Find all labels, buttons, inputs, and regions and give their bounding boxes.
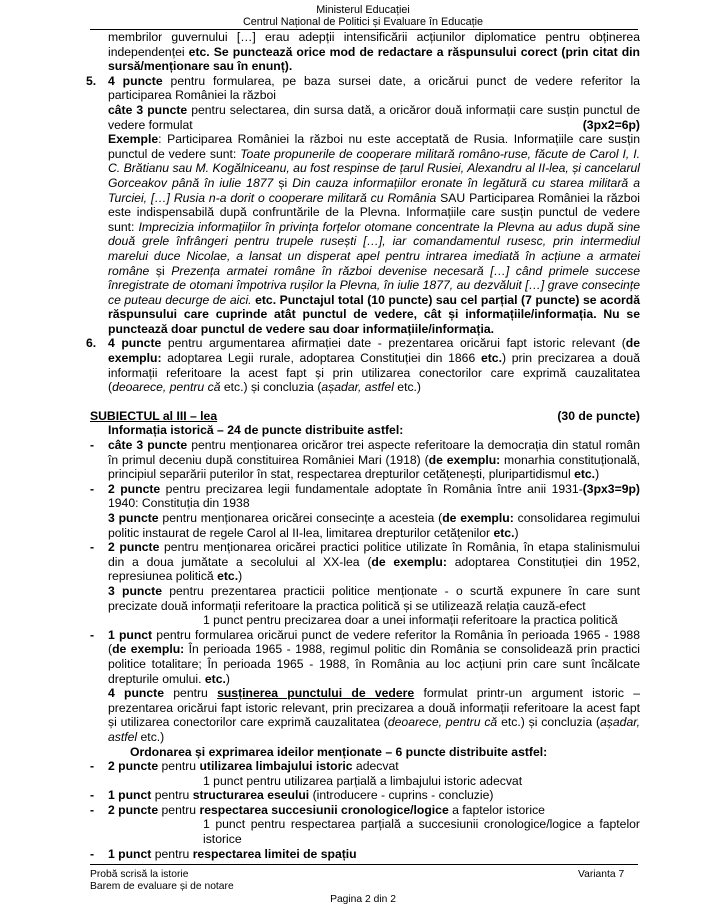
header-center: Centrul Național de Politici și Evaluare în Educație bbox=[242, 16, 484, 28]
main-content bbox=[86, 30, 641, 861]
section-title: SUBIECTUL al III – lea bbox=[90, 408, 218, 423]
bullet-item: - 1 punct pentru respectarea limitei de spațiu bbox=[90, 846, 357, 861]
subsection-heading: Informația istorică – 24 de puncte distribuite astfel: bbox=[108, 423, 404, 438]
item-number: 6. bbox=[86, 336, 97, 351]
bullet-item: - 2 puncte pentru menționarea oricărei practici politice utilizate în România, în etapa stalinismului din a doua jumătate a secolului al XX-lea (de exemplu: adoptarea Constituției din 1952, represiunea politică etc.) 3 puncte pentru prezentarea practicii politice menționate - o scurtă expunere în care sunt precizate două informații referitoare la practica politică și se utilizează relația cauză-efect 1 punct pentru precizarea doar a unei informații referitoare la practica politică bbox=[90, 540, 640, 628]
score-formula: (3px2=6p) bbox=[582, 117, 640, 132]
bullet-item: - 2 puncte pentru precizarea legii fundamentale adoptate în România între anii 1931-1940: Constituția din 1938 3 puncte pentru menționarea oricărei consecințe a acesteia (de exemplu: consolidarea regimului politic instaurat de regele Carol al II-lea, limitarea drepturilor cetățenilor etc.) bbox=[90, 481, 641, 540]
page-number: Pagina 2 din 2 bbox=[330, 894, 396, 905]
item-number: 5. bbox=[86, 73, 97, 88]
bullet-item: - 1 punct pentru formularea oricărui punct de vedere referitor la România în perioada 1965 - 1988 (de exemplu: În perioada 1965 - 1988, regimul politic din România se consolidează prin practici politice totalitare; În perioada 1965 - 1988, în România au loc acțiuni prin care sunt încălcate drepturile omului. etc.) 4 puncte pentru susținerea punctului de vedere formulat printr-un argument istoric – prezentarea oricărui fapt istoric relevant, prin precizarea a două informații referitoare la acest fapt și utilizarea conectorilor care exprimă cauzalitatea (deoarece, pentru că etc.) și concluzia (așadar, astfel etc.) bbox=[90, 627, 640, 744]
section-heading bbox=[90, 409, 640, 424]
bullet-item: - 2 puncte pentru respectarea succesiunii cronologice/logice a faptelor istorice 1 punct pentru respectarea parțială a succesiunii cronologice/logice a faptelor istorice bbox=[90, 802, 640, 847]
item-5: 5. 4 puncte pentru formularea, pe baza sursei date, a oricărui punct de vedere referitor la participarea României la război câte 3 puncte pentru selectarea, din sursa dată, a oricăror două informații care susțin punctul de vedere formulat (3px2=6p) Exemple: Participarea României la război nu este acceptată de Rusia. Informațiile care susțin punctul de vedere sunt: Toate propunerile de cooperare militară româno-ruse, făcute de Carol I, I. C. Brătianu sau M. Kogălniceanu, au fost respinse de țarul Rusiei, Alexandru al II-lea, și cancelarul Gorceakov până în iulie 1877 și Din cauza informațiilor eronate în legătură cu starea militară a Turciei, […] Rusia n-a dorit o cooperare militară cu România SAU Participarea României la război este indispensabilă după confruntările de la Plevna. Informațiile care susțin punctul de vedere sunt: Imprecizia informațiilor în privința forțelor otomane concentrate la Plevna au adus după sine două grele înfrângeri pentru trupele rusești […], iar comandamentul rusesc, prin intermediul marelui duce Nicolae, a lansat un disperat apel pentru intrarea imediată în acțiune a armatei române și Prezența armatei române în război devenise necesară […] când primele succese înregistrate de otomani împotriva rușilor la Plevna, în iulie 1877, au dezvăluit […] grave consecințe ce puteau decurge de aici. etc. Punctajul total (10 puncte) sau cel parțial (7 puncte) se acordă răspunsului care cuprinde atât punctul de vedere, cât și informațiile/informația. Nu se punctează doar punctul de vedere sau doar informațiile/informația. bbox=[86, 73, 641, 336]
bullet-item: - câte 3 puncte pentru menționarea oricăror trei aspecte referitoare la democrația din statul român în primul deceniu după constituirea României Mari (1918) (de exemplu: monarhia constituțională, principiul separării puterilor în stat, respectarea drepturilor cetățenești, pluripartidismul etc.) (3px3=9p) bbox=[90, 438, 641, 496]
footer-variant: Varianta 7 bbox=[578, 869, 625, 880]
bullet-item: - 1 punct pentru structurarea eseului (introducere - cuprins - concluzie) bbox=[90, 788, 494, 803]
subsection-heading: Ordonarea și exprimarea ideilor menționate – 6 puncte distribuite astfel: bbox=[130, 744, 548, 759]
bullet-item: - 2 puncte pentru utilizarea limbajului istoric adecvat 1 punct pentru utilizarea parțială a limbajului istoric adecvat bbox=[90, 759, 523, 788]
footer-divider bbox=[90, 864, 638, 865]
section-points: (30 de puncte) bbox=[557, 408, 640, 423]
score-formula: (3px3=9p) bbox=[582, 481, 640, 496]
item-6: 6. 4 puncte pentru argumentarea afirmației date - prezentarea oricărui fapt istoric relevant (de exemplu: adoptarea Legii rurale, adoptarea Constituției din 1866 etc.) prin precizarea a două informații referitoare la acest fapt și prin utilizarea conectorilor care exprimă cauzalitatea (deoarece, pentru că etc.) și concluzia (așadar, astfel etc.) bbox=[86, 336, 640, 395]
footer-doc-type: Barem de evaluare și de notare bbox=[90, 881, 234, 892]
footer-subject: Probă scrisă la istorie bbox=[90, 869, 189, 880]
item-5-examples: Exemple: Participarea României la război nu este acceptată de Rusia. Informațiile care susțin punctul de vedere sunt: Toate propunerile de cooperare militară româno-ruse, făcute de Carol I, I. C. Brătianu sau M. Kogălniceanu, au fost respinse de țarul Rusiei, Alexandru al II-lea, și cancelarul Gorceakov până în iulie 1877 și Din cauza informațiilor eronate în legătură cu starea militară a Turciei, […] Rusia n-a dorit o cooperare militară cu România SAU Participarea României la război este indispensabilă după confruntările de la Plevna. Informațiile care susțin punctul de vedere sunt: Imprecizia informațiilor în privința forțelor otomane concentrate la Plevna au adus după sine două grele înfrângeri pentru trupele rusești […], iar comandamentul rusesc, prin intermediul marelui duce Nicolae, a lansat un disperat apel pentru intrarea imediată în acțiune a armatei române și Prezența armatei române în război devenise necesară […] când primele succese înregistrate de otomani împotriva rușilor la Plevna, în iulie 1877, au dezvăluit […] grave consecințe ce puteau decurge de aici. etc. Punctajul total (10 puncte) sau cel parțial (7 puncte) se acordă răspunsului care cuprinde atât punctul de vedere, cât și informațiile/informația. Nu se punctează doar punctul de vedere sau doar informațiile/informația. bbox=[108, 132, 641, 336]
intro-continuation: membrilor guvernului […] erau adepții intensificării acțiunilor diplomatice pentru obținerea independenței etc. Se punctează orice mod de redactare a răspunsului corect (prin citat din sursă/menționare sau în enunț). bbox=[108, 30, 640, 74]
header-ministry: Ministerul Educației bbox=[316, 4, 410, 16]
